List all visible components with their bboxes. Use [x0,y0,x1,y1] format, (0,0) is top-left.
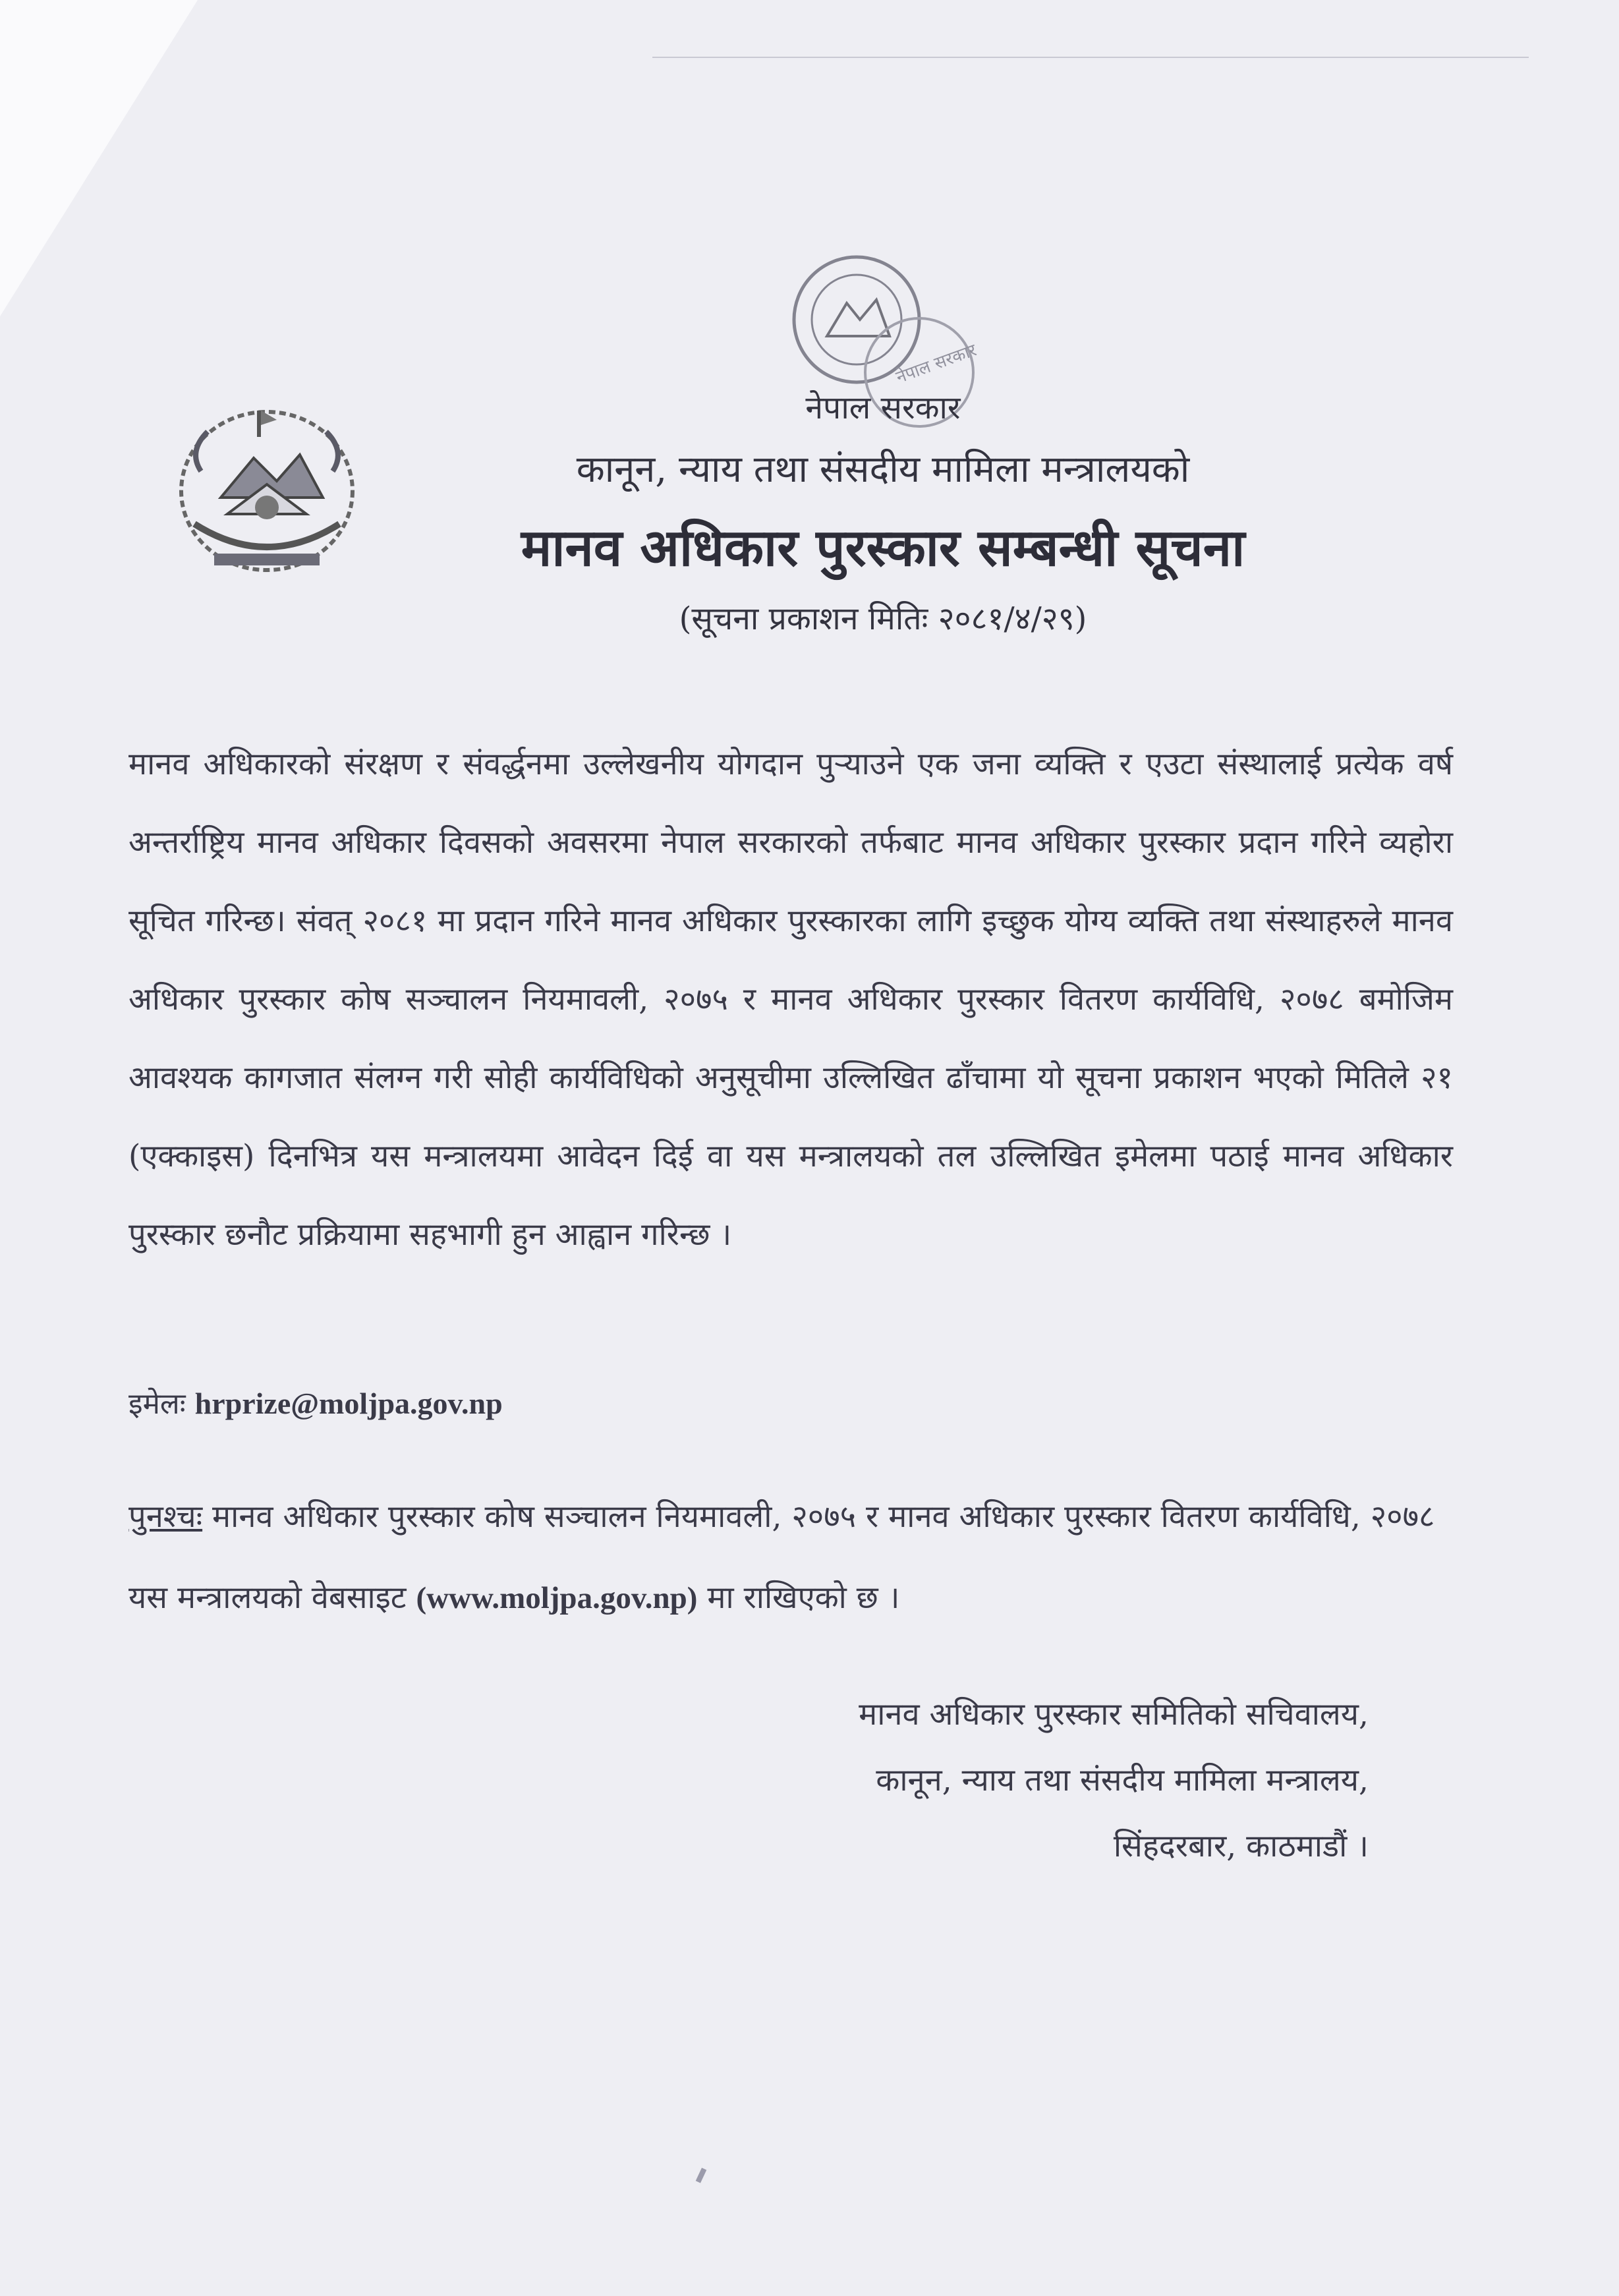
ministry-name: कानून, न्याय तथा संसदीय मामिला मन्त्रालयको [576,448,1190,491]
email-line [128,1383,503,1422]
top-rule-line [652,57,1529,58]
stamp-text: नेपाल सरकार [893,340,979,388]
postscript [128,1476,1453,1639]
publication-date: (सूचना प्रकाशन मितिः २०८१/४/२९) [679,600,1087,637]
postscript-label: पुनश्चः [128,1499,203,1535]
government-name: नेपाल सरकार [805,389,961,426]
postscript-text-before: मानव अधिकार पुरस्कार कोष सञ्चालन नियमावली, २०७५ र मानव अधिकार पुरस्कार वितरण कार्यविधि, २०७८ यस मन्त्रालयको वेबसाइट [128,1499,1435,1616]
postscript-text-after: मा राखिएको छ । [697,1580,900,1616]
signature-line-3: सिंहदरबार, काठमाडौं । [1113,1828,1369,1864]
website-link[interactable]: (www.moljpa.gov.np) [416,1581,698,1615]
email-label: इमेलः [128,1387,186,1421]
signature-line-2: कानून, न्याय तथा संसदीय मामिला मन्त्रालय, [876,1762,1369,1798]
signature-line-1: मानव अधिकार पुरस्कार समितिको सचिवालय, [859,1696,1369,1733]
signature-block [859,1682,1369,1880]
pen-mark [696,2167,707,2183]
notice-body-paragraph: मानव अधिकारको संरक्षण र संवर्द्धनमा उल्लेखनीय योगदान पुऱ्याउने एक जना व्यक्ति र एउटा संस्थालाई प्रत्येक वर्ष अन्तर्राष्ट्रिय मानव अधिकार दिवसको अवसरमा नेपाल सरकारको तर्फबाट मानव अधिकार पुरस्कार प्रदान गरिने व्यहोरा सूचित गरिन्छ। संवत् २०८१ मा प्रदान गरिने मानव अधिकार पुरस्कारका लागि इच्छुक योग्य व्यक्ति तथा संस्थाहरुले मानव अधिकार पुरस्कार कोष सञ्चालन नियमावली, २०७५ र मानव अधिकार पुरस्कार वितरण कार्यविधि, २०७८ बमोजिम आवश्यक कागजात संलग्न गरी सोही कार्यविधिको अनुसूचीमा उल्लिखित ढाँचामा यो सूचना प्रकाशन भएको मितिले २१ (एक्काइस) दिनभित्र यस मन्त्रालयमा आवेदन दिई वा यस मन्त्रालयको तल उल्लिखित इमेलमा पठाई मानव अधिकार पुरस्कार छनौट प्रक्रियामा सहभागी हुन आह्वान गरिन्छ । [128,746,1453,1253]
nepal-emblem-icon [168,392,366,583]
notice-title: मानव अधिकार पुरस्कार सम्बन्धी सूचना [521,518,1245,578]
email-address-link[interactable]: hrprize@moljpa.gov.np [194,1387,503,1420]
scan-corner-shadow [0,0,198,316]
